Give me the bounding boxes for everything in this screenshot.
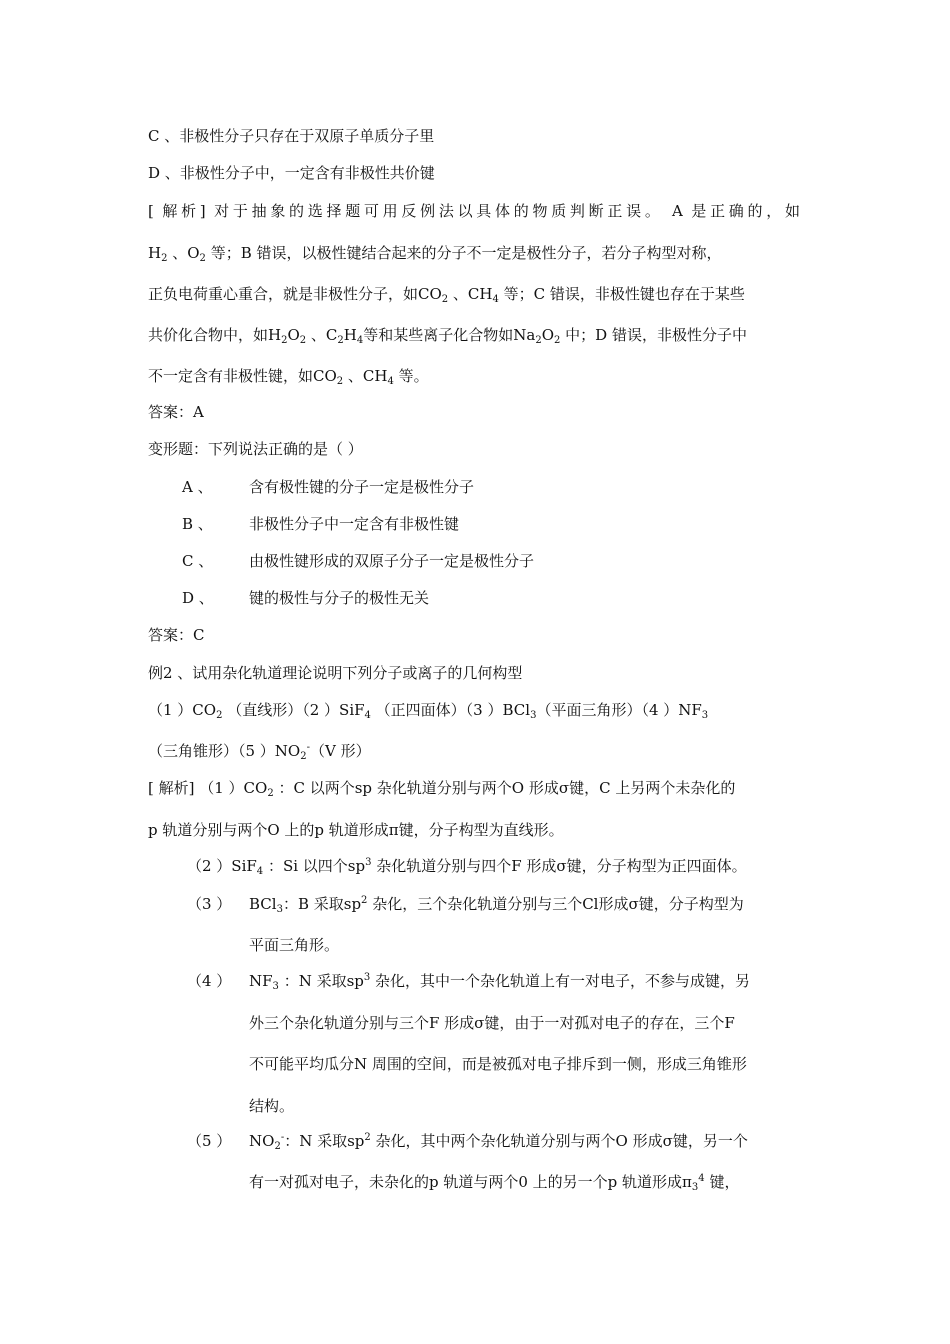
- example-2-analysis-nf3-cont-2: 不可能平均瓜分N 周围的空间，而是被孤对电子排斥到一侧，形成三角锥形: [249, 1055, 747, 1073]
- item-3-mark: （3 ）: [187, 895, 232, 913]
- variant-option-c-label: C 、: [182, 552, 214, 570]
- variant-option-b-text: 非极性分子中一定含有非极性键: [249, 515, 460, 533]
- example-2-analysis-nf3: $NF_3$ ：N 采取$sp^3$ 杂化，其中一个杂化轨道上有一对电子，不参与成键，另: [249, 972, 751, 992]
- answer-2: 答案：C: [148, 626, 205, 644]
- variant-option-d-label: D 、: [182, 589, 214, 607]
- example-2-items-line-2: （三角锥形）（5 ）$NO_2^-(V$ 形）: [148, 742, 371, 762]
- example-2-analysis-line-1: [ 解析] （1 ）$CO_2$ ：C 以两个sp 杂化轨道分别与两个O 形成σ键，C 上另两个未杂化的: [148, 779, 736, 799]
- example-2-title: 例2 、试用杂化轨道理论说明下列分子或离子的几何构型: [148, 664, 523, 682]
- variant-question: 变形题：下列说法正确的是（ ）: [148, 440, 363, 458]
- variant-option-b-label: B 、: [182, 515, 213, 533]
- variant-option-c-text: 由极性键形成的双原子分子一定是极性分子: [249, 552, 535, 570]
- analysis-line-3: 正负电荷重心重合，就是非极性分子，如$CO_2$ 、$CH_4$ 等；C 错误，非极性键也存在于某些: [148, 285, 745, 305]
- item-4-mark: （4 ）: [187, 972, 232, 990]
- variant-option-d-text: 键的极性与分子的极性无关: [249, 589, 430, 607]
- example-2-analysis-bcl3-cont: 平面三角形。: [249, 936, 340, 954]
- analysis-line-4: 共价化合物中，如$H_2O_2$ 、$C_2H_4$等和某些离子化合物如$Na_2O_2$ 中；D 错误，非极性分子中: [148, 326, 747, 346]
- example-2-analysis-no2: $NO_2^-$：N 采取$sp^2$ 杂化，其中两个杂化轨道分别与两个O 形成σ键，另一个: [249, 1132, 748, 1152]
- example-2-analysis-bcl3: BCl$_3$：B 采取$sp^2$ 杂化，三个杂化轨道分别与三个Cl形成σ键，分子构型为: [249, 895, 744, 915]
- example-2-analysis-nf3-cont-1: 外三个杂化轨道分别与三个F 形成σ键，由于一对孤对电子的存在，三个F: [249, 1014, 735, 1032]
- analysis-line-2: $H_2$ 、$O_2$ 等；B 错误，以极性键结合起来的分子不一定是极性分子，若分子构型对称，: [148, 244, 722, 264]
- option-d-statement: D 、非极性分子中，一定含有非极性共价键: [148, 164, 435, 182]
- analysis-line-1: [ 解析] 对于抽象的选择题可用反例法以具体的物质判断正误。 A 是正确的，如: [148, 202, 800, 220]
- example-2-analysis-nf3-cont-3: 结构。: [249, 1097, 295, 1115]
- analysis-line-5: 不一定含有非极性键，如$CO_2$ 、$CH_4$ 等。: [148, 367, 429, 387]
- option-c-statement: C 、非极性分子只存在于双原子单质分子里: [148, 127, 435, 145]
- item-5-mark: （5 ）: [187, 1132, 232, 1150]
- answer-1: 答案：A: [148, 403, 204, 421]
- variant-option-a-text: 含有极性键的分子一定是极性分子: [249, 478, 475, 496]
- example-2-analysis-line-2: p 轨道分别与两个O 上的p 轨道形成π键，分子构型为直线形。: [148, 821, 564, 839]
- example-2-items-line-1: （1 ）$CO_2$ （直线形）（2 ）SiF$_4$ （正四面体）（3 ）BCl$_3$（平面三角形）（4 ）$NF_3$: [148, 701, 709, 721]
- example-2-analysis-sif4: （2 ）SiF$_4$ ：Si 以四个$sp^3$ 杂化轨道分别与四个F 形成σ键，分子构型为正四面体。: [187, 857, 747, 877]
- example-2-analysis-no2-cont: 有一对孤对电子，未杂化的p 轨道与两个0 上的另一个p 轨道形成$\pi_3^4$ 键，: [249, 1173, 740, 1193]
- variant-option-a-label: A 、: [182, 478, 213, 496]
